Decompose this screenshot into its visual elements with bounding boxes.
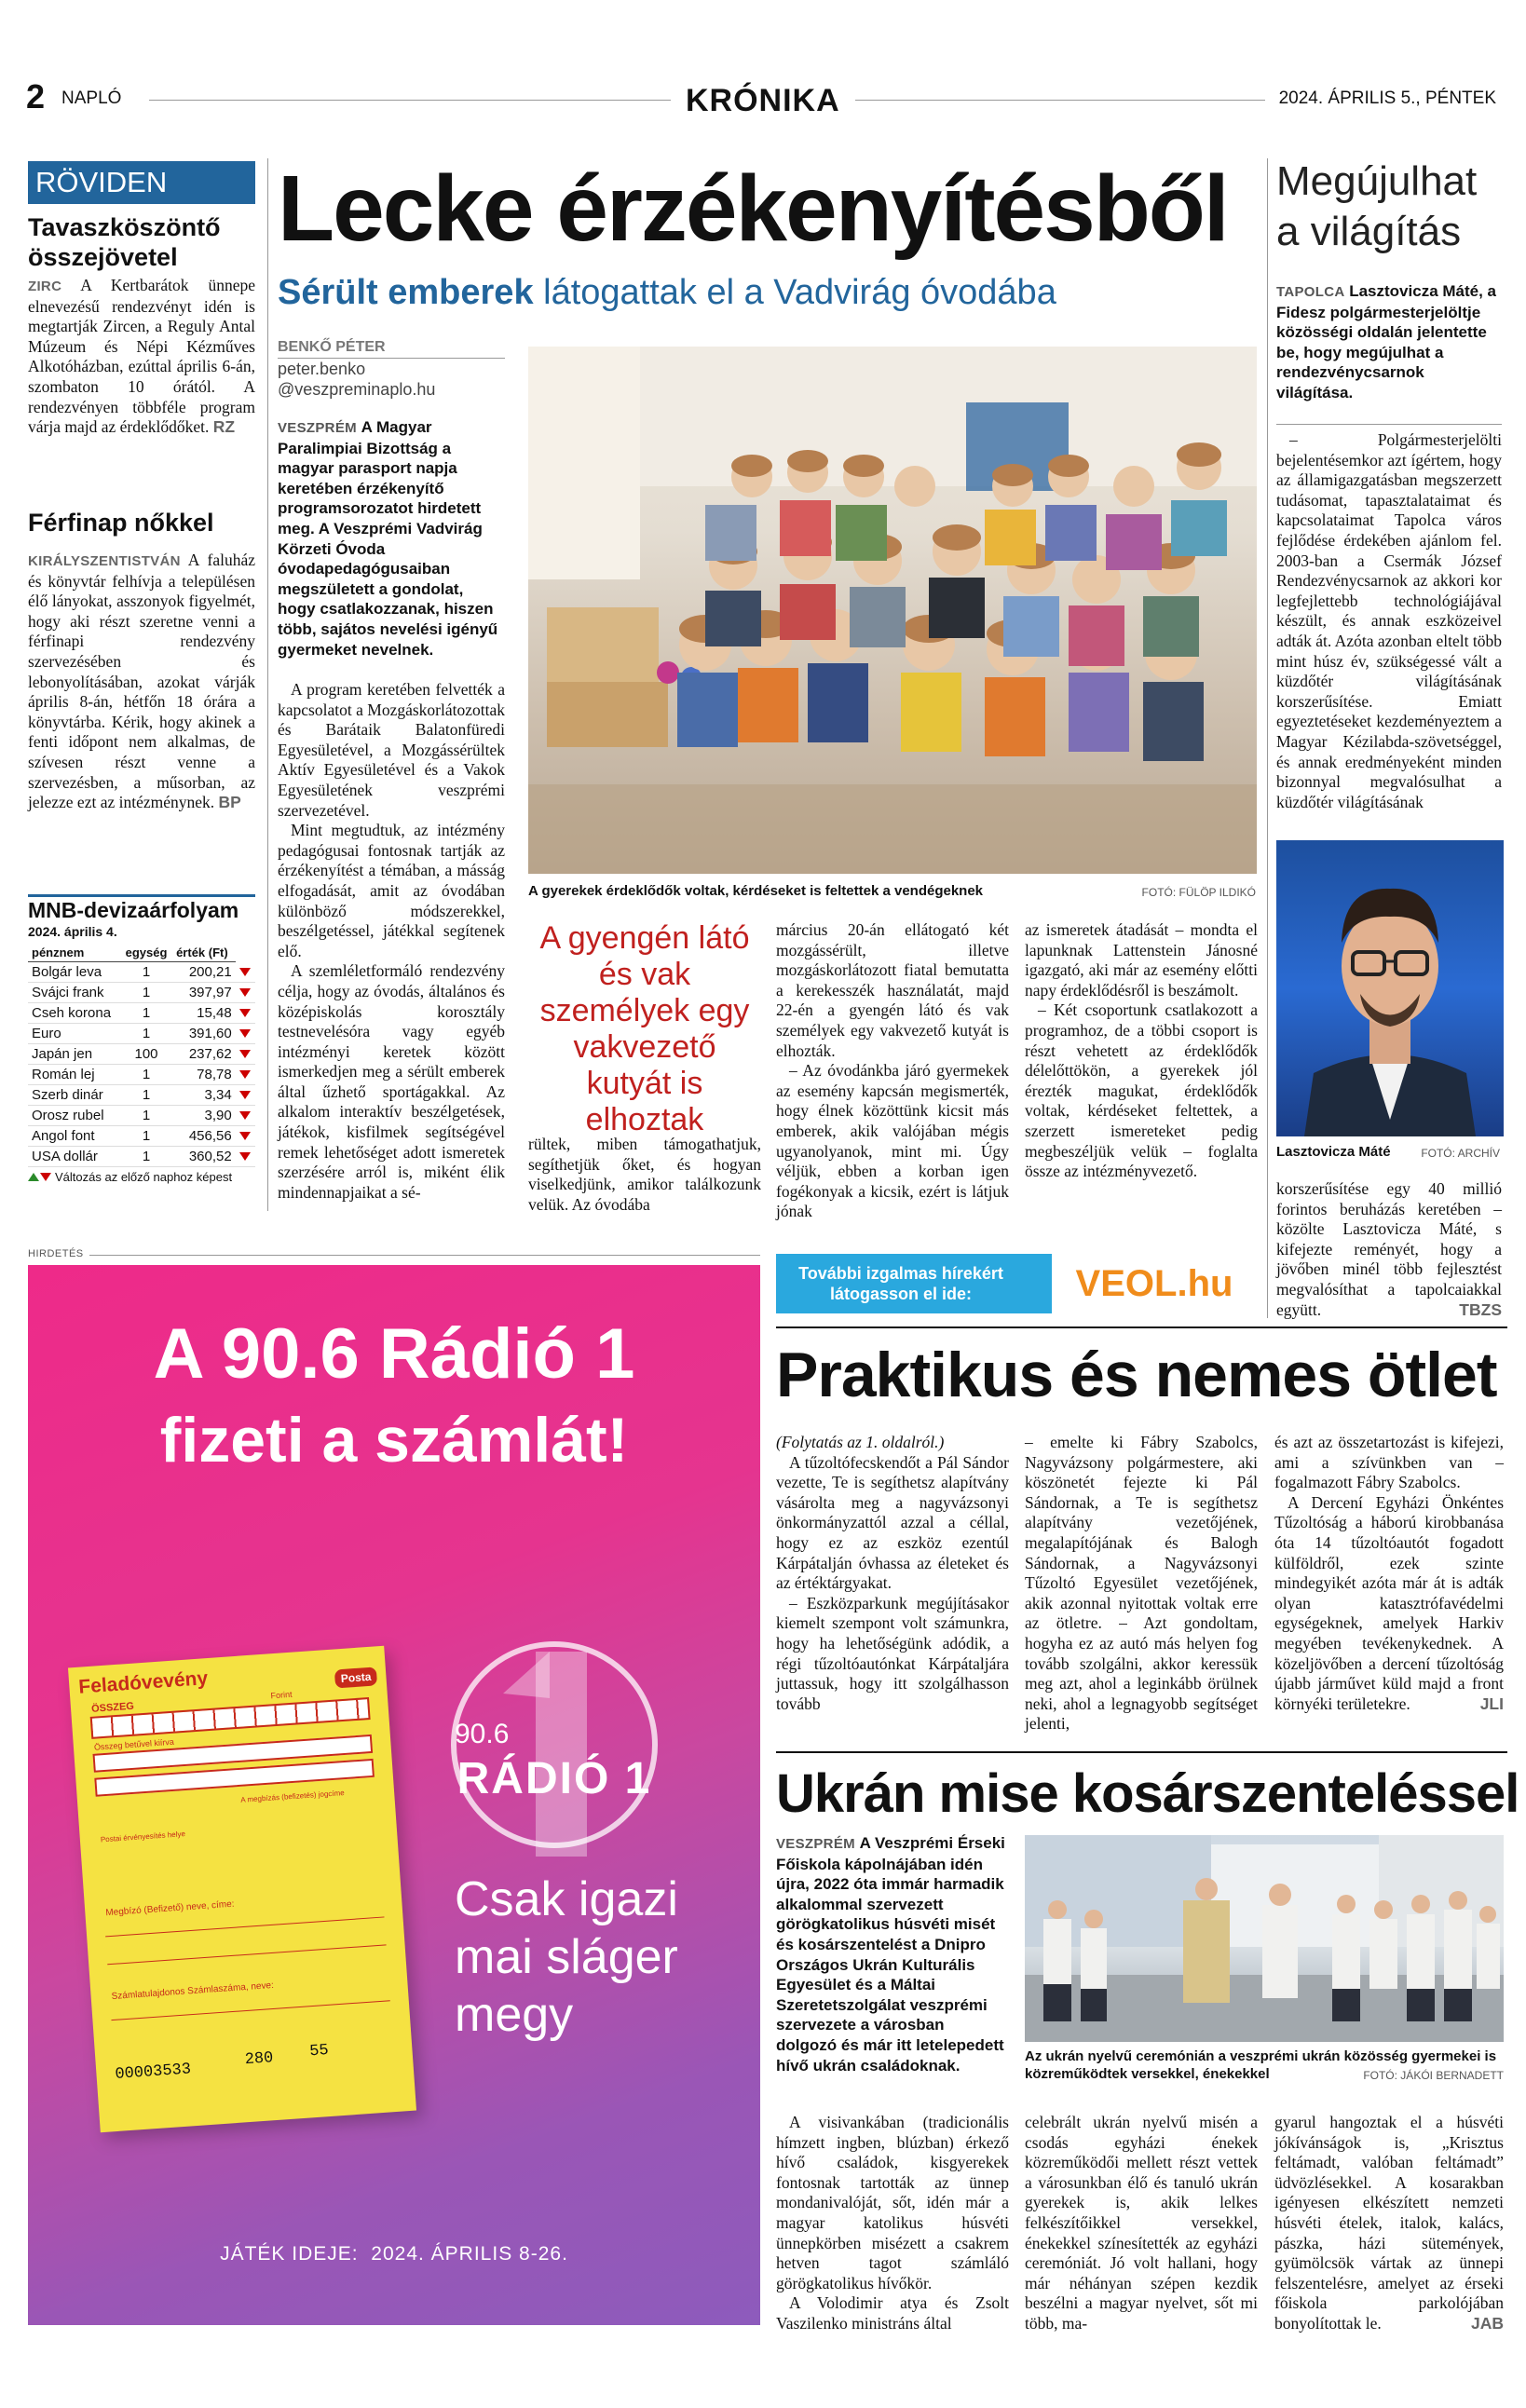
form-osszeg: ÖSSZEG	[90, 1700, 135, 1715]
form-label-4: Megbízó (Befizető) neve, címe:	[105, 1898, 235, 1919]
mnb-unit: 1	[120, 983, 172, 1003]
mnb-row	[28, 1044, 255, 1065]
prakt-paragraph: – Eszközparkunk megújításakor kiemelt szempont volt számunkra, hogy ha lehetőségünk adódik, a régi tűzoltóautónkat Kárpátaljára juttassuk, hogy itt szolgálhasson tovább	[776, 1593, 1009, 1713]
form-label-1: Összeg betűvel kiírva	[93, 1736, 175, 1752]
mnb-header: egység	[120, 944, 172, 962]
mnb-rate: 397,97	[172, 983, 236, 1003]
ad-slogan	[455, 1871, 678, 2044]
mnb-rate: 15,48	[172, 1003, 236, 1024]
right-body-1	[1276, 430, 1502, 812]
main-paragraph: A program keretében felvették a kapcsolatot a Mozgáskorlátozottak és Barátaik Balatonfüredi Egyesületével, a Mozgássérültek Aktív Egyesületével és a Vakok Egyesületének veszprémi szervezetével.	[278, 680, 505, 820]
prakt-continued: (Folytatás az 1. oldalról.)	[776, 1433, 945, 1451]
postal-form	[68, 1646, 416, 2132]
ukran-paragraph-last	[1274, 2113, 1504, 2334]
mnb-currency: Svájci frank	[28, 983, 120, 1003]
mnb-row	[28, 1065, 255, 1085]
ad-game-dates: JÁTÉK IDEJE: 2024. ÁPRILIS 8-26.	[220, 2243, 568, 2265]
photo-illustration	[528, 347, 1257, 874]
main-paragraph: rültek, miben támogathatjuk, segíthetjük őket, és hogyan viselkedjünk, amikor találkozunk velük. Az óvodába	[528, 1135, 761, 1214]
mnb-title: MNB-devizaárfolyam	[28, 898, 239, 922]
main-headline: Lecke érzékenyítésből	[278, 156, 1228, 261]
roviden-item-2	[28, 508, 255, 813]
ukran-credit: FOTÓ: JÁKÓI BERNADETT	[1363, 2069, 1504, 2082]
mass-photo-illustration	[1025, 1835, 1504, 2042]
mnb-unit: 1	[120, 1003, 172, 1024]
ukrainian-mass-photo	[1025, 1835, 1504, 2042]
portrait-name: Lasztovicza Máté	[1276, 1144, 1391, 1160]
pullquote: A gyengén látó és vak személyek egy vakvezető kutyát is elhoztak	[539, 920, 750, 1137]
mnb-row	[28, 1106, 255, 1126]
author-name: BENKŐ PÉTER	[278, 337, 505, 359]
right-paragraph-2	[1276, 1179, 1502, 1320]
roviden-item-1-place: ZIRC	[28, 279, 62, 294]
down-arrow-icon	[239, 1029, 251, 1038]
ukran-paragraph-text: gyarul hangoztak el a húsvéti jókívánságok is, „Krisztus feltámadt, valóban feltámadt” üdvözlésekkel. A kosarakban igényesen elkészített nemzeti húsvéti ételek, italok, kalács, pászka, házi sütemények, gyümölcsök vártak az ünnepi felszentelésre, amelyet az érseki főiskola parkolójában bonyolítottak le.	[1274, 2113, 1504, 2333]
mnb-row	[28, 1024, 255, 1044]
down-arrow-icon	[239, 968, 251, 976]
right-paragraph: – Polgármesterjelölti bejelentésemkor azt ígértem, hogy az államigazgatásban megszerzett tudásomat, tapasztalataimat és kapcsolataimat Tapolca város fejlődése érdekében ajánlom fel. 2003-ban a Csermák József Rendezvénycsarnok az akkori kor legfejlettebb technológiájával készült, és annak eszközeivel adták át. Azóta azonban eltelt több mint húsz év, szükségessé vált a küzdőtér világításának korszerűsítése. Emiatt egyeztetéseket kezdeményeztem a Magyar Kézilabda-szövetséggel, és annak eredményeként minden bizonnyal megvalósulhat a küzdőtér világításának	[1276, 430, 1502, 811]
author-block	[278, 337, 505, 400]
header-rule-right	[855, 100, 1265, 101]
portrait-illustration	[1276, 840, 1504, 1136]
mnb-trend	[236, 1085, 255, 1106]
prakt-col-3	[1274, 1433, 1504, 1714]
ukran-sig: JAB	[1470, 2313, 1504, 2333]
mnb-row	[28, 962, 255, 983]
mnb-currency: Cseh korona	[28, 1003, 120, 1024]
prakt-sig: JLI	[1479, 1694, 1504, 1713]
main-col-3	[776, 920, 1009, 1222]
mnb-rate: 3,90	[172, 1106, 236, 1126]
author-email-1: peter.benko	[278, 360, 366, 378]
mnb-unit: 1	[120, 1065, 172, 1085]
mnb-row	[28, 983, 255, 1003]
ukran-headline: Ukrán mise kosárszenteléssel	[776, 1763, 1519, 1824]
section-rule	[776, 1751, 1507, 1753]
down-arrow-icon	[239, 1050, 251, 1058]
main-paragraph: az ismeretek átadását – mondta el lapunknak Lattenstein Jánosné igazgató, aki már az esemény előtti napy érdeklődésről is beszámolt.	[1025, 920, 1258, 1000]
mnb-rate: 391,60	[172, 1024, 236, 1044]
subheadline-highlight: Sérült emberek	[278, 273, 534, 312]
mnb-unit: 1	[120, 1024, 172, 1044]
veol-text	[789, 1263, 1013, 1304]
prakt-col-1	[776, 1433, 1009, 1714]
issue-date: 2024. ÁPRILIS 5., PÉNTEK	[1278, 88, 1496, 108]
right-lead-place: TAPOLCA	[1276, 284, 1345, 300]
roviden-item-1-sig: RZ	[212, 417, 236, 437]
mnb-currency: USA dollár	[28, 1147, 120, 1167]
down-arrow-icon	[239, 1091, 251, 1099]
prakt-paragraph-last	[1274, 1493, 1504, 1715]
right-lead	[1276, 281, 1502, 403]
author-email-2: @veszpreminaplo.hu	[278, 380, 436, 399]
ad-line-1: A 90.6 Rádió 1	[153, 1314, 635, 1394]
mnb-rate: 237,62	[172, 1044, 236, 1065]
mnb-currency: Angol font	[28, 1126, 120, 1147]
ukran-paragraph: A Volodimir atya és Zsolt Vaszilenko ministráns által	[776, 2293, 1009, 2333]
prakt-paragraph-text: A Dercení Egyházi Önkéntes Tűzoltóság a háború kirobbanása óta 14 tűzoltóautót fogadott külföldről, ezek szinte mindegyikét azóta már át is adták olyan katasztrófavédelmi egységeknek, amelyek Harkiv megyében tevékenykednek. A közeljövőben a dercení tűzoltóság újabb járművet küld majd a front környéki területekre.	[1274, 1492, 1504, 1713]
main-paragraph: Mint megtudtuk, az intézmény pedagógusai fontosnak tartják az érzékenyítést a témában, a másság elfogadását, amit az óvodában különböző módszerekkel, beszélgetéssel, játékkal segítenek elő.	[278, 821, 505, 960]
ad-label: HIRDETÉS	[28, 1248, 84, 1259]
section-title: KRÓNIKA	[686, 83, 840, 118]
down-arrow-icon	[239, 1009, 251, 1017]
ukran-col-2	[1025, 2113, 1258, 2334]
ad-line-2: fizeti a számlát!	[159, 1405, 629, 1476]
form-line-2	[107, 1944, 386, 1965]
main-subheadline	[278, 272, 1056, 313]
mnb-header: érték (Ft)	[172, 944, 236, 962]
mnb-box	[28, 894, 255, 1184]
form-forint: Forint	[270, 1689, 293, 1701]
right-lead-rule	[1276, 424, 1502, 425]
main-col-4	[1025, 920, 1258, 1182]
main-col-2	[528, 1135, 761, 1215]
ukran-paragraph: A visivankában (tradicionális hímzett ingben, blúzban) érkező hívő családok, kisgyerekek fontosnak tartották az ünnep mondanivalóját, sőt, idén már a magyar katolikus húsvéti ünnepkörben misézett a csakrem hetven tagot számláló görögkatolikus hívőkör.	[776, 2113, 1009, 2292]
ad-slogan-line: megy	[455, 1988, 574, 2042]
mnb-rate: 200,21	[172, 962, 236, 983]
form-title: Feladóvevény	[77, 1667, 209, 1698]
paper-name: NAPLÓ	[61, 88, 122, 108]
column-divider	[267, 158, 268, 1211]
prakt-paragraph: A tűzoltófecskendőt a Pál Sándor vezette, Te is segíthetsz alapítvány vásárolta meg a nagyvázsonyi önkormányzattól azzal a céllal, hogy ez az eszköz ezentúl Kárpátalján óvhassa az életeket és az értéktárgyakat.	[776, 1452, 1009, 1593]
kindergarten-photo	[528, 347, 1257, 874]
form-code-1: 00003533	[114, 2061, 192, 2084]
down-arrow-icon	[239, 1111, 251, 1120]
mnb-trend	[236, 983, 255, 1003]
mnb-row	[28, 1126, 255, 1147]
roviden-heading	[28, 161, 255, 204]
main-paragraph: A szemléletformáló rendezvény célja, hogy az óvodás, általános és középiskolás korosztály testnevelésóra vagy egyéb intézményi keretek között ismerkedjen meg a sérült emberek által űzhető sportágakkal. Az alkalom interaktív beszélgetések, játékok, kisfilmek segítségével remek lehetőséget adott ismeretek szerzésére arról is, miként élik mindennapjaikat a sé-	[278, 961, 505, 1202]
mnb-note	[28, 1170, 255, 1184]
mnb-unit: 1	[120, 962, 172, 983]
ad-rule	[89, 1255, 760, 1256]
prakt-paragraph: és azt az összetartozást is kifejezi, ami a szívünkben van – fogalmazott Fábry Szabolcs.	[1274, 1433, 1504, 1492]
veol-logo: VEOL.hu	[1052, 1254, 1257, 1313]
main-lead-text: A Magyar Paralimpiai Bizottság a magyar parasport napja keretében érzékenyítő programsorozatot hirdetett meg. A Veszprémi Vadvirág Körzeti Óvoda óvodapedagógusaiban megszületett a gondolat, hogy csatlakozzanak, hiszen több, sajátos nevelési igényű gyermeket nevelnek.	[278, 418, 498, 659]
prakt-col-2	[1025, 1433, 1258, 1735]
form-line-1	[105, 1916, 384, 1937]
down-arrow-icon	[239, 1070, 251, 1079]
roviden-item-2-title: Férfinap nőkkel	[28, 509, 214, 537]
mnb-currency: Euro	[28, 1024, 120, 1044]
portrait-credit: FOTÓ: ARCHÍV	[1421, 1147, 1500, 1160]
main-photo-caption: A gyerekek érdeklődők voltak, kérdéseket is feltettek a vendégeknek	[528, 883, 984, 899]
form-code-3: 55	[308, 2041, 330, 2061]
mnb-trend	[236, 1126, 255, 1147]
ukran-caption	[1025, 2047, 1504, 2085]
main-lead	[278, 417, 505, 660]
roviden-heading-text: RÖVIDEN	[35, 166, 168, 198]
prakt-paragraph: – emelte ki Fábry Szabolcs, Nagyvázsony polgármestere, aki köszönetét fejezte ki Pál Sándornak, a Te is segíthetsz alapítvány vezetőjének, megalapítójának és Balogh Sándornak, a Nagyvázsonyi Tűzoltó Egyesület vezetőjének, akik azonnal nyitottak voltak erre az ötletre. – Azt gondoltam, hogyha ez az autó más helyen fog tovább szolgálni, akkor keressük meg azt, ahol a leginkább örülnek neki, ahol a legnagyobb segítséget jelenti,	[1025, 1433, 1258, 1734]
roviden-item-2-sig: BP	[218, 793, 241, 812]
main-paragraph: – Két csoportunk csatlakozott a programhoz, de a többi csoport is részt vehetett az érdeklődők délelőttökön, a gyerekek jól érezték magukat, érdeklődők voltak, kérdéseket feltettek, a szerzett ismereteket pedig megbeszéljük velük – foglalta össze az intézményvezető.	[1025, 1000, 1258, 1181]
roviden-item-2-place: KIRÁLYSZENTISTVÁN	[28, 553, 181, 569]
mnb-header: pénznem	[28, 944, 120, 962]
mnb-date: 2024. április 4.	[28, 924, 117, 939]
main-lead-place: VESZPRÉM	[278, 420, 357, 436]
mnb-currency: Román lej	[28, 1065, 120, 1085]
portrait-photo	[1276, 840, 1504, 1136]
ukran-col-1	[776, 2113, 1009, 2334]
mnb-rate: 78,78	[172, 1065, 236, 1085]
form-label-3: A megbízás (befizetés) jogcíme	[240, 1789, 345, 1804]
mnb-row	[28, 1003, 255, 1024]
mnb-unit: 1	[120, 1147, 172, 1167]
section-rule	[776, 1326, 1507, 1328]
right-lead-text: Lasztovicza Máté, a Fidesz polgármesterjelöltje közösségi oldalán jelentette be, hogy megújulhat a rendezvénycsarnok világítása.	[1276, 282, 1496, 401]
mnb-currency: Orosz rubel	[28, 1106, 120, 1126]
ad-slogan-line: mai sláger	[455, 1930, 678, 1984]
main-col-1	[278, 680, 505, 1203]
subheadline-rest: látogattak el a Vadvirág óvodába	[543, 273, 1056, 312]
mnb-unit: 1	[120, 1106, 172, 1126]
main-paragraph: március 20-án ellátogató két mozgássérült, illetve mozgáskorlátozott fiatal bemutatta a kerekesszék használatát, majd 22-én a gyengén látó és vak személyek egy vakvezető kutyát is elhozták.	[776, 920, 1009, 1060]
mnb-currency: Japán jen	[28, 1044, 120, 1065]
veol-text-line-1: További izgalmas hírekért	[798, 1264, 1003, 1283]
form-label-5: Számlatulajdonos Számlaszáma, neve:	[111, 1979, 275, 2003]
mnb-trend	[236, 1106, 255, 1126]
radio1-logo	[447, 1633, 661, 1857]
header-rule-left	[149, 100, 671, 101]
prakt-headline: Praktikus és nemes ötlet	[776, 1340, 1497, 1410]
mnb-trend	[236, 1147, 255, 1167]
roviden-item-2-body: A faluház és könyvtár felhívja a településen élő lányokat, asszonyok figyelmét, hogy aki részt szeretne venni a férfinapi rendezvény szervezésében és lebonyolításában, azokat várják április 8-án, hétfőn 18 órára a könyvtárba. Kérik, hogy akinek a fenti időpont nem alkalmas, de szívesen részt venne a szervezésben, a műsorban, az jelezze ezt az intézménynek.	[28, 551, 255, 812]
veol-banner[interactable]	[776, 1254, 1257, 1313]
mnb-unit: 1	[120, 1085, 172, 1106]
up-arrow-icon	[28, 1173, 39, 1181]
form-code-2: 280	[244, 2049, 275, 2070]
ukran-lead-place: VESZPRÉM	[776, 1836, 855, 1852]
mnb-note-text: Változás az előző naphoz képest	[55, 1170, 233, 1184]
mnb-trend	[236, 962, 255, 983]
right-sig: TBZS	[1459, 1299, 1502, 1319]
right-headline: Megújulhat a világítás	[1276, 158, 1478, 254]
roviden-item-1	[28, 212, 255, 438]
ad-slogan-line: Csak igazi	[455, 1872, 678, 1926]
mnb-row	[28, 1147, 255, 1167]
mnb-unit: 1	[120, 1126, 172, 1147]
mnb-rate: 3,34	[172, 1085, 236, 1106]
roviden-item-1-body: A Kertbarátok ünnepe elnevezésű rendezvényt idén is megtartják Zircen, a Reguly Antal Múzeum és Népi Kézműves Alkotóházban, ezúttal április 6-án, szombaton 10 órától. A rendezvényen többféle program várja majd az érdeklődőket.	[28, 276, 255, 437]
mnb-rate: 360,52	[172, 1147, 236, 1167]
ukran-col-3	[1274, 2113, 1504, 2334]
mnb-table	[28, 944, 255, 1167]
main-photo-credit: FOTÓ: FÜLÖP ILDIKÓ	[1141, 886, 1256, 899]
radio-ad[interactable]	[28, 1265, 760, 2325]
mnb-trend	[236, 1065, 255, 1085]
form-posta-logo: Posta	[334, 1667, 377, 1688]
mnb-trend	[236, 1003, 255, 1024]
down-arrow-icon	[239, 1132, 251, 1140]
right-paragraph-2-text: korszerűsítése egy 40 millió forintos beruházás keretében – közölte Lasztovicza Máté, s kifejezte reményét, hogy a jövőben minél több fejlesztést megvalósíthat a tapolcaiakkal együtt.	[1276, 1179, 1502, 1319]
down-arrow-icon	[239, 1152, 251, 1161]
ukran-lead	[776, 1833, 1009, 2075]
radio1-freq: 90.6	[455, 1719, 510, 1749]
main-paragraph: – Az óvodánkba járó gyermekek az esemény kapcsán megismerték, hogy élnek közöttünk kicsit más emberek, akik valójában mégis ugyanolyanok, mint mi. Úgy véljük, ebben a korban igen fogékonyak a kicsik, ezért is látjuk jónak	[776, 1061, 1009, 1221]
column-divider	[1267, 158, 1268, 1318]
mnb-row	[28, 1085, 255, 1106]
ukran-lead-text: A Veszprémi Érseki Főiskola kápolnájában idén újra, 2022 óta immár harmadik alkalommal szervezett görögkatolikus húsvéti misét és kosárszentelést a Dnipro Országos Ukrán Kulturális Egyesület és a Máltai Szeretetszolgálat veszprémi szervezete a városban dolgozó és már itt letelepedett hívő ukrán családoknak.	[776, 1834, 1005, 2075]
form-line-3	[111, 2000, 389, 2020]
mnb-currency: Szerb dinár	[28, 1085, 120, 1106]
down-arrow-icon	[239, 988, 251, 997]
roviden-item-1-title: Tavaszköszöntő összejövetel	[28, 213, 221, 271]
mnb-trend	[236, 1044, 255, 1065]
roviden-item-2-text	[28, 551, 255, 813]
mnb-unit: 100	[120, 1044, 172, 1065]
veol-text-line-2: látogasson el ide:	[829, 1285, 973, 1303]
form-label-2: Postai érvényesítés helye	[100, 1830, 186, 1844]
radio1-brand: RÁDIÓ 1	[456, 1754, 652, 1803]
right-body-2	[1276, 1179, 1502, 1320]
roviden-item-1-text	[28, 276, 255, 438]
ukran-paragraph: celebrált ukrán nyelvű misén a csodás egyházi énekek közreműködői mellett részt vettek a városunkban élő és tanuló ukrán gyerekek is, akik lelkes felkészítőikkel versekkel, énekekkel színesítették az egyházi ceremóniát. Jó volt hallani, hogy már néhányan szépen kezdik beszélni a magyar nyelvet, sőt mi több, ma-	[1025, 2113, 1258, 2333]
down-arrow-icon	[40, 1173, 51, 1181]
mnb-currency: Bolgár leva	[28, 962, 120, 983]
ukran-caption-text: Az ukrán nyelvű ceremónián a veszprémi ukrán közösség gyermekei is közreműködtek versekkel, énekekkel	[1025, 2048, 1497, 2082]
page-number: 2	[26, 77, 46, 116]
mnb-rate: 456,56	[172, 1126, 236, 1147]
mnb-trend	[236, 1024, 255, 1044]
